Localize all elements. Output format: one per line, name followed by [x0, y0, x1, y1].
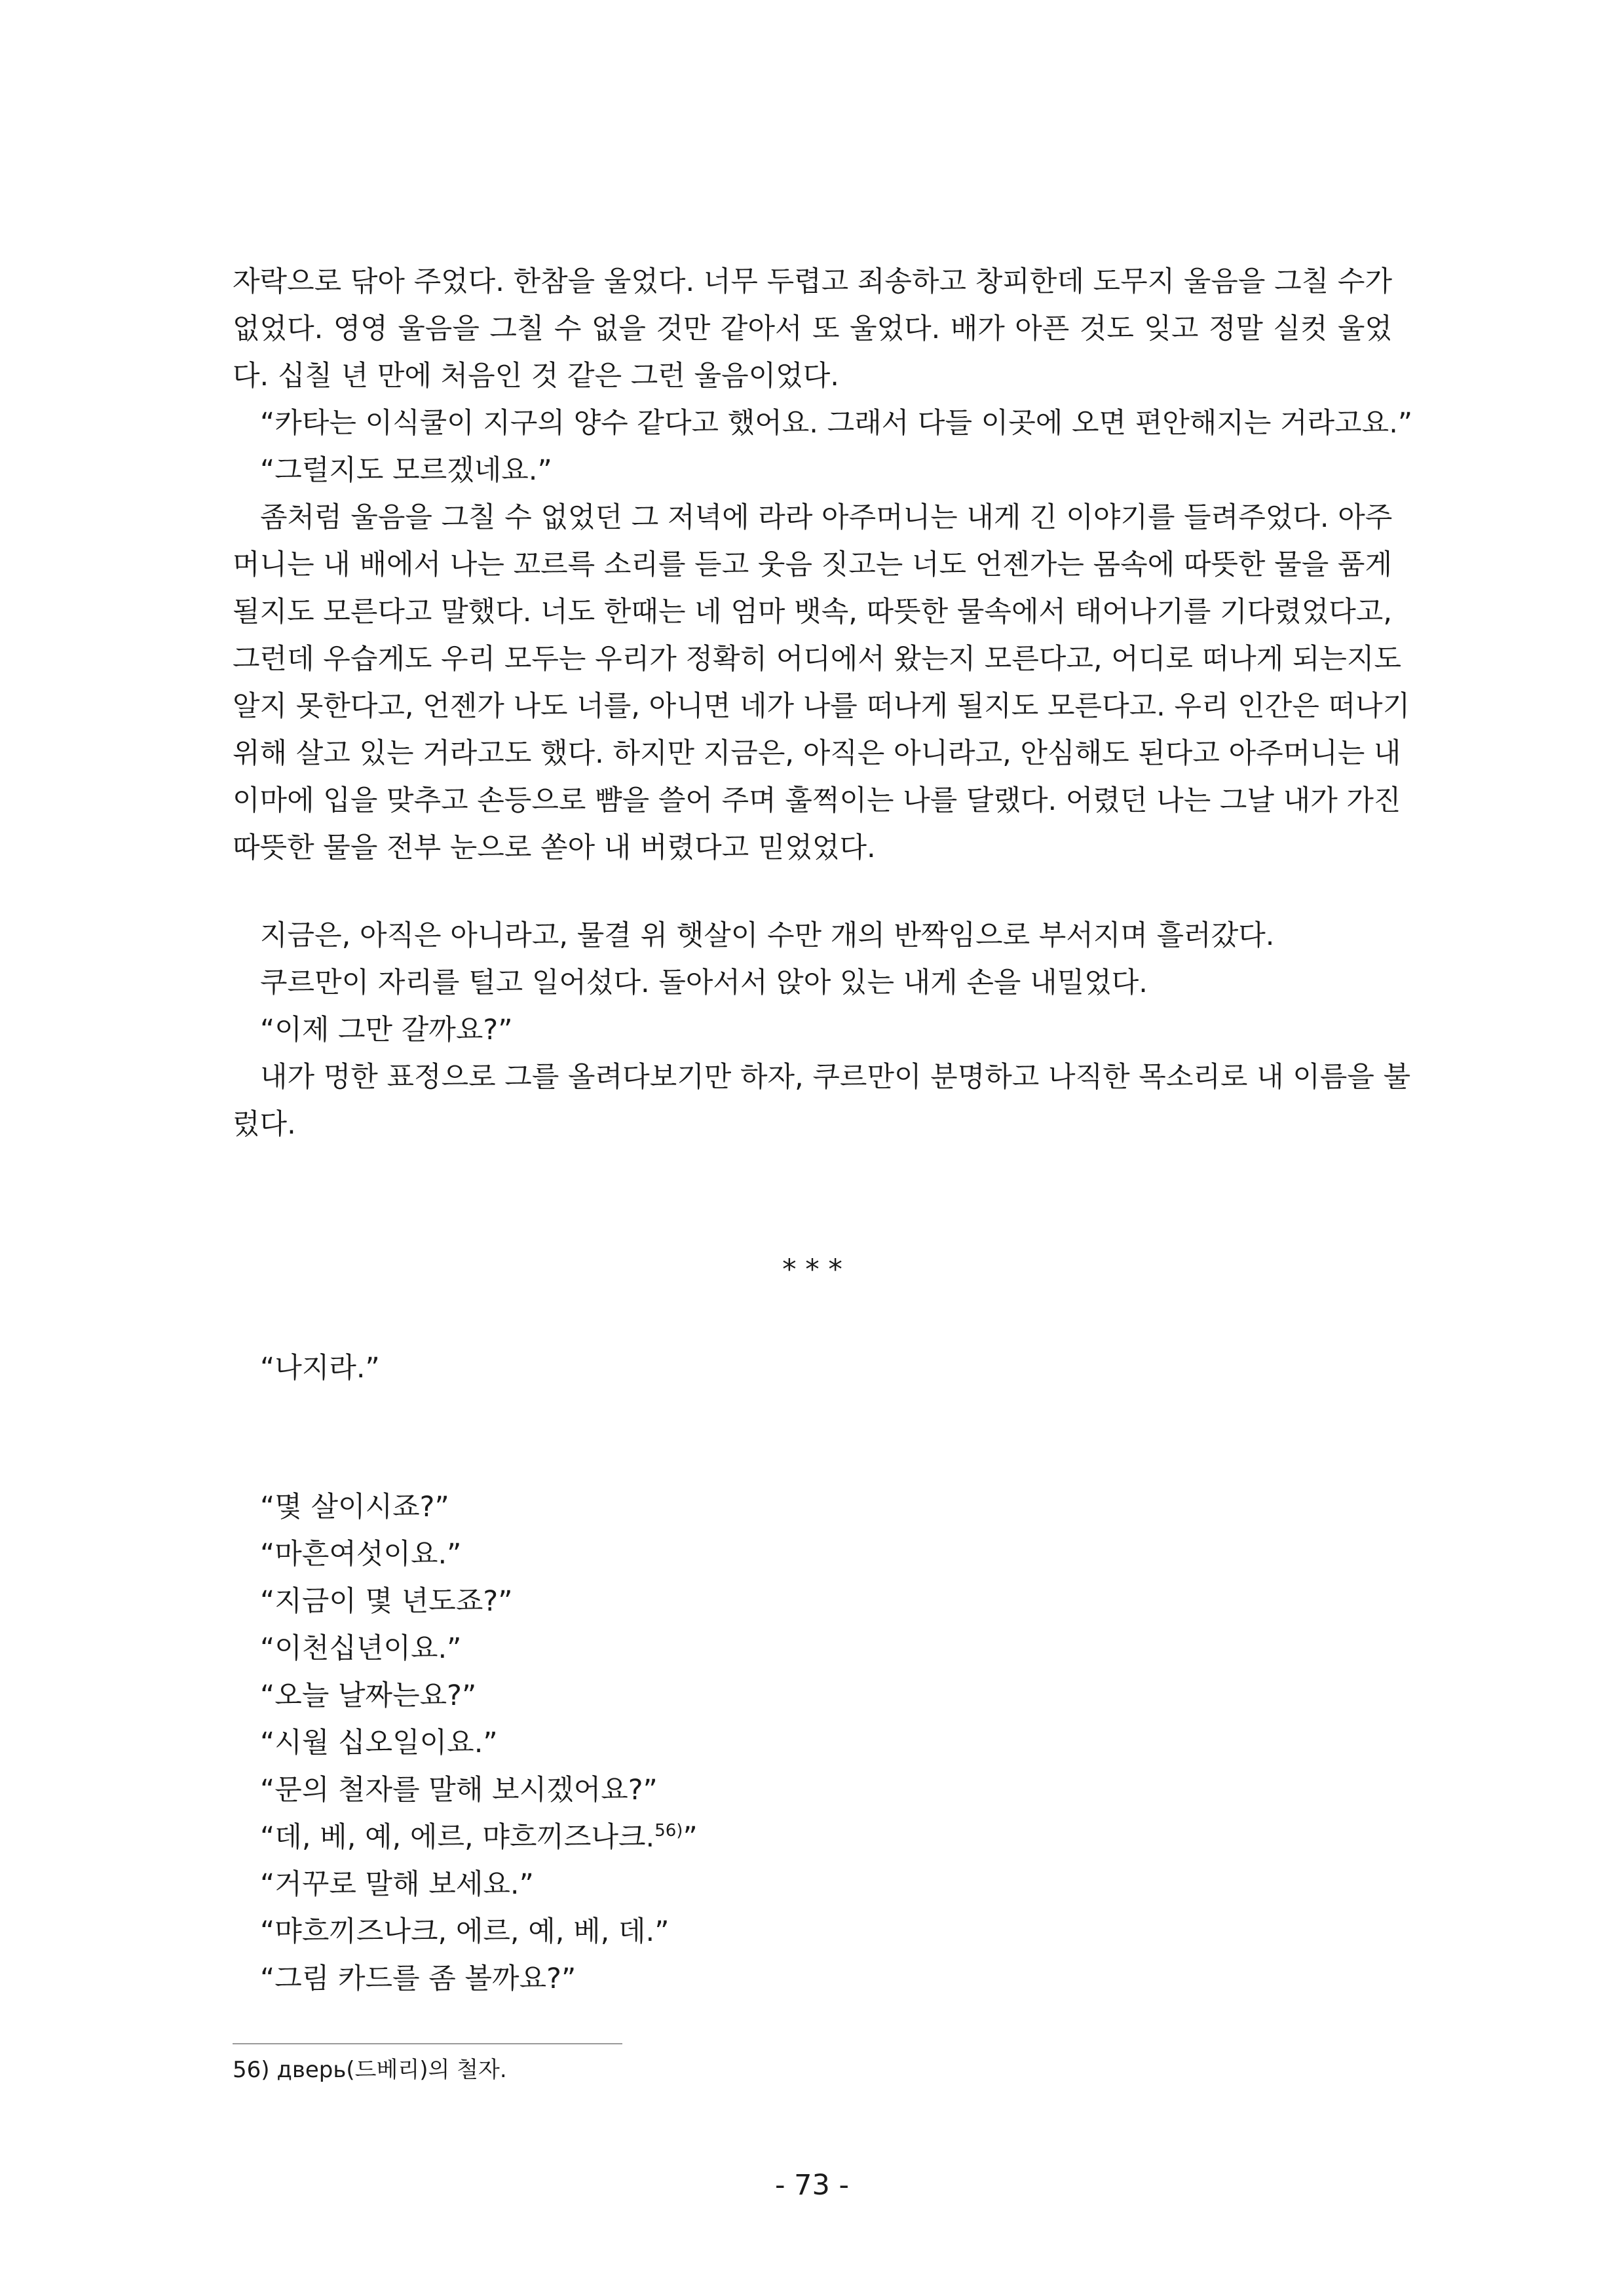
- spelling-close-quote: ”: [683, 1821, 698, 1854]
- paragraph-2-line-3: 될지도 모른다고 말했다. 너도 한때는 네 엄마 뱃속, 따뜻한 물속에서 태어나기를 기다렸었다고,: [233, 596, 1392, 628]
- paragraph-5-line-2: 렀다.: [233, 1108, 296, 1141]
- spelling-text: “데, 베, 예, 에르, 먀흐끼즈나크.: [260, 1821, 655, 1854]
- paragraph-3: 지금은, 아직은 아니라고, 물결 위 햇살이 수만 개의 반짝임으로 부서지며 흘러갔다.: [260, 919, 1275, 952]
- paragraph-2-line-4: 그런데 우습게도 우리 모두는 우리가 정확히 어디에서 왔는지 모른다고, 어디로 떠나게 되는지도: [233, 643, 1402, 676]
- page-number: - 73 -: [774, 2169, 850, 2202]
- dialogue-line-1: “몇 살이시죠?”: [260, 1491, 449, 1523]
- dialogue-line-2: “마흔여섯이요.”: [260, 1538, 462, 1571]
- paragraph-1-line-3: 다. 십칠 년 만에 처음인 것 같은 그런 울음이었다.: [233, 360, 839, 392]
- quote-maybe: “그럴지도 모르겠네요.”: [260, 454, 552, 487]
- dialogue-line-5: “오늘 날짜는요?”: [260, 1679, 477, 1712]
- paragraph-5-line-1: 내가 멍한 표정으로 그를 올려다보기만 하자, 쿠르만이 분명하고 나직한 목소리로 내 이름을 불: [260, 1061, 1411, 1094]
- paragraph-1-line-2: 없었다. 영영 울음을 그칠 수 없을 것만 같아서 또 울었다. 배가 아픈 것도 잊고 정말 실컷 울었: [233, 313, 1392, 345]
- quote-nazira: “나지라.”: [260, 1352, 380, 1385]
- paragraph-2-line-7: 이마에 입을 맞추고 손등으로 뺨을 쓸어 주며 훌쩍이는 나를 달랬다. 어렸던 나는 그날 내가 가진: [233, 784, 1401, 817]
- dialogue-line-4: “이천십년이요.”: [260, 1632, 462, 1665]
- paragraph-4: 쿠르만이 자리를 털고 일어섰다. 돌아서서 앉아 있는 내게 손을 내밀었다.: [260, 966, 1148, 999]
- paragraph-2-line-1: 좀처럼 울음을 그칠 수 없었던 그 저녁에 라라 아주머니는 내게 긴 이야기를 들려주었다. 아주: [260, 501, 1393, 534]
- paragraph-2-line-5: 알지 못한다고, 언젠가 나도 너를, 아니면 네가 나를 떠나게 될지도 모른다고. 우리 인간은 떠나기: [233, 690, 1410, 723]
- dialogue-line-9: “거꾸로 말해 보세요.”: [260, 1868, 534, 1901]
- dialogue-line-11: “그림 카드를 좀 볼까요?”: [260, 1962, 576, 1995]
- paragraph-2-line-8: 따뜻한 물을 전부 눈으로 쏟아 내 버렸다고 믿었었다.: [233, 832, 876, 864]
- dialogue-line-6: “시월 십오일이요.”: [260, 1727, 498, 1759]
- paragraph-2-line-2: 머니는 내 배에서 나는 꼬르륵 소리를 듣고 웃음 짓고는 너도 언젠가는 몸속에 따뜻한 물을 품게: [233, 548, 1392, 581]
- dialogue-line-7: “문의 철자를 말해 보시겠어요?”: [260, 1774, 658, 1807]
- dialogue-spelling: [233, 1818, 1392, 1857]
- footnote-reference: 56): [654, 1821, 683, 1841]
- footnote-divider: [233, 2043, 622, 2044]
- footnote-56: 56) дверь(드베리)의 철자.: [233, 2057, 507, 2083]
- quote-shall-we-go: “이제 그만 갈까요?”: [260, 1014, 513, 1046]
- paragraph-2-line-6: 위해 살고 있는 거라고도 했다. 하지만 지금은, 아직은 아니라고, 안심해도 된다고 아주머니는 내: [233, 737, 1401, 770]
- section-separator: * * *: [782, 1253, 842, 1286]
- dialogue-line-3: “지금이 몇 년도죠?”: [260, 1585, 513, 1618]
- paragraph-1-line-1: 자락으로 닦아 주었다. 한참을 울었다. 너무 두렵고 죄송하고 창피한데 도무지 울음을 그칠 수가: [233, 265, 1392, 298]
- quote-kata: “카타는 이식쿨이 지구의 양수 같다고 했어요. 그래서 다들 이곳에 오면 편안해지는 거라고요.”: [260, 407, 1413, 440]
- dialogue-line-10: “먀흐끼즈나크, 에르, 예, 베, 데.”: [260, 1915, 670, 1948]
